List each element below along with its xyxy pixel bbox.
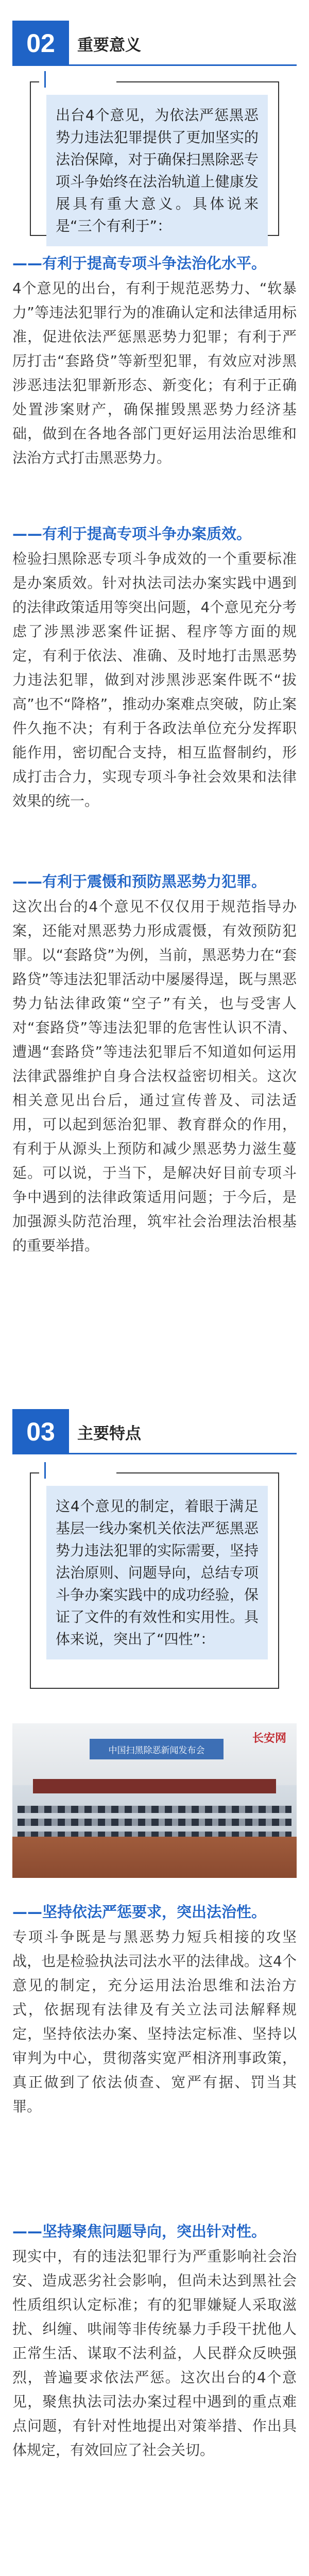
section-number: 03 — [12, 1409, 69, 1454]
point-text: 这次出台的4个意见不仅仅用于规范指导办案，还能对黑恶势力形成震慑，有效预防犯罪。以“套路贷”为例，当前，黑恶势力在“套路贷”等违法犯罪活动中屡屡得逞，既与黑恶势力钻法律政策“空子”有关，也与受害人对“套路贷”等违法犯罪的危害性认识不清、遭遇“套路贷”等违法犯罪后不知道如何运用法律武器维护自身合法权益密切相关。这次相关意见出台后，通过宣传普及、司法适用，可以起到惩治犯罪、教育群众的作用，有利于从源头上预防和减少黑恶势力滋生蔓延。可以说，于当下，是解决好目前专项斗争中遇到的法律政策适用问题；于今后，是加强源头防范治理，筑牢社会治理法治根基的重要举措。 — [12, 898, 297, 1254]
point-text: 检验扫黑除恶专项斗争成效的一个重要标准是办案质效。针对执法司法办案实践中遇到的法律政策适用等突出问题，4个意见充分考虑了涉黑涉恶案件证据、程序等方面的规定，有利于依法、准确、及时地打击黑恶势力违法犯罪，做到对涉黑涉恶案件既不“拔高”也不“降格”，推动办案难点突破，防止案件久拖不决；有利于各政法单位充分发挥职能作用，密切配合支持，相互监督制约，形成打击合力，实现专项斗争社会效果和法律效果的统一。 — [12, 550, 297, 809]
photo-banner: 中国扫黑除恶新闻发布会 — [90, 1739, 224, 1759]
intro-text: 出台4个意见，为依法严惩黑恶势力违法犯罪提供了更加坚实的法治保障，对于确保扫黑除恶专项斗争始终在法治轨道上健康发展具有重大意义。具体说来是“三个有利于”： — [46, 95, 268, 246]
section-title: 重要意义 — [77, 36, 141, 55]
point-heading: ——有利于提高专项斗争法治化水平。 — [12, 255, 267, 272]
section-number: 02 — [12, 21, 69, 66]
point-block — [12, 871, 297, 1258]
intro-frame — [30, 1472, 279, 1689]
intro-frame — [30, 81, 279, 236]
section-divider — [12, 64, 297, 66]
point-text: 专项斗争既是与黑恶势力短兵相接的攻坚战，也是检验执法司法水平的法律战。这4个意见的制定，充分运用法治思维和法治方式，依据现有法律及有关立法司法解释规定，坚持依法办案、坚持法定标准、坚持以审判为中心，贯彻落实宽严相济刑事政策，真正做到了依法侦查、宽严有据、罚当其罪。 — [12, 1928, 297, 2115]
point-block — [12, 1901, 297, 2119]
section-title: 主要特点 — [77, 1424, 141, 1443]
watermark-logo: 长安网 — [252, 1732, 286, 1745]
point-heading: ——坚持聚焦问题导向，突出针对性。 — [12, 2223, 267, 2240]
press-conference-photo — [12, 1723, 297, 1878]
point-text: 4个意见的出台，有利于规范恶势力、“软暴力”等违法犯罪行为的准确认定和法律适用标准，促进依法严惩黑恶势力犯罪；有利于严厉打击“套路贷”等新型犯罪，有效应对涉黑涉恶违法犯罪新形态、新变化；有利于正确处置涉案财产，确保摧毁黑恶势力经济基础，做到在各地各部门更好运用法治思维和法治方式打击黑恶势力。 — [12, 280, 297, 466]
section-header-03 — [0, 1409, 309, 1454]
point-text: 现实中，有的违法犯罪行为严重影响社会治安、造成恶劣社会影响，但尚未达到黑社会性质组织认定标准；有的犯罪嫌疑人采取滋扰、纠缠、哄闹等非传统暴力手段干扰他人正常生活、谋取不法利益，人民群众反映强烈，普遍要求依法严惩。这次出台的4个意见，聚焦执法司法办案过程中遇到的重点难点问题，有针对性地提出对策举措、作出具体规定，有效回应了社会关切。 — [12, 2248, 297, 2459]
point-heading: ——有利于震慑和预防黑恶势力犯罪。 — [12, 873, 267, 890]
intro-text: 这4个意见的制定，着眼于满足基层一线办案机关依法严惩黑恶势力违法犯罪的实际需要，坚持法治原则、问题导向，总结专项斗争办案实践中的成功经验，保证了文件的有效性和实用性。具体来说，突出了“四性”： — [46, 1486, 268, 1659]
section-header-02 — [0, 21, 309, 66]
point-heading: ——有利于提高专项斗争办案质效。 — [12, 525, 252, 543]
accent-mark — [44, 71, 46, 88]
podium-table — [33, 1779, 276, 1793]
point-block — [12, 2221, 297, 2462]
point-heading: ——坚持依法严惩要求，突出法治性。 — [12, 1903, 267, 1921]
accent-mark — [44, 1462, 46, 1479]
point-block — [12, 523, 297, 813]
point-block — [12, 252, 297, 470]
section-divider — [12, 1453, 297, 1454]
